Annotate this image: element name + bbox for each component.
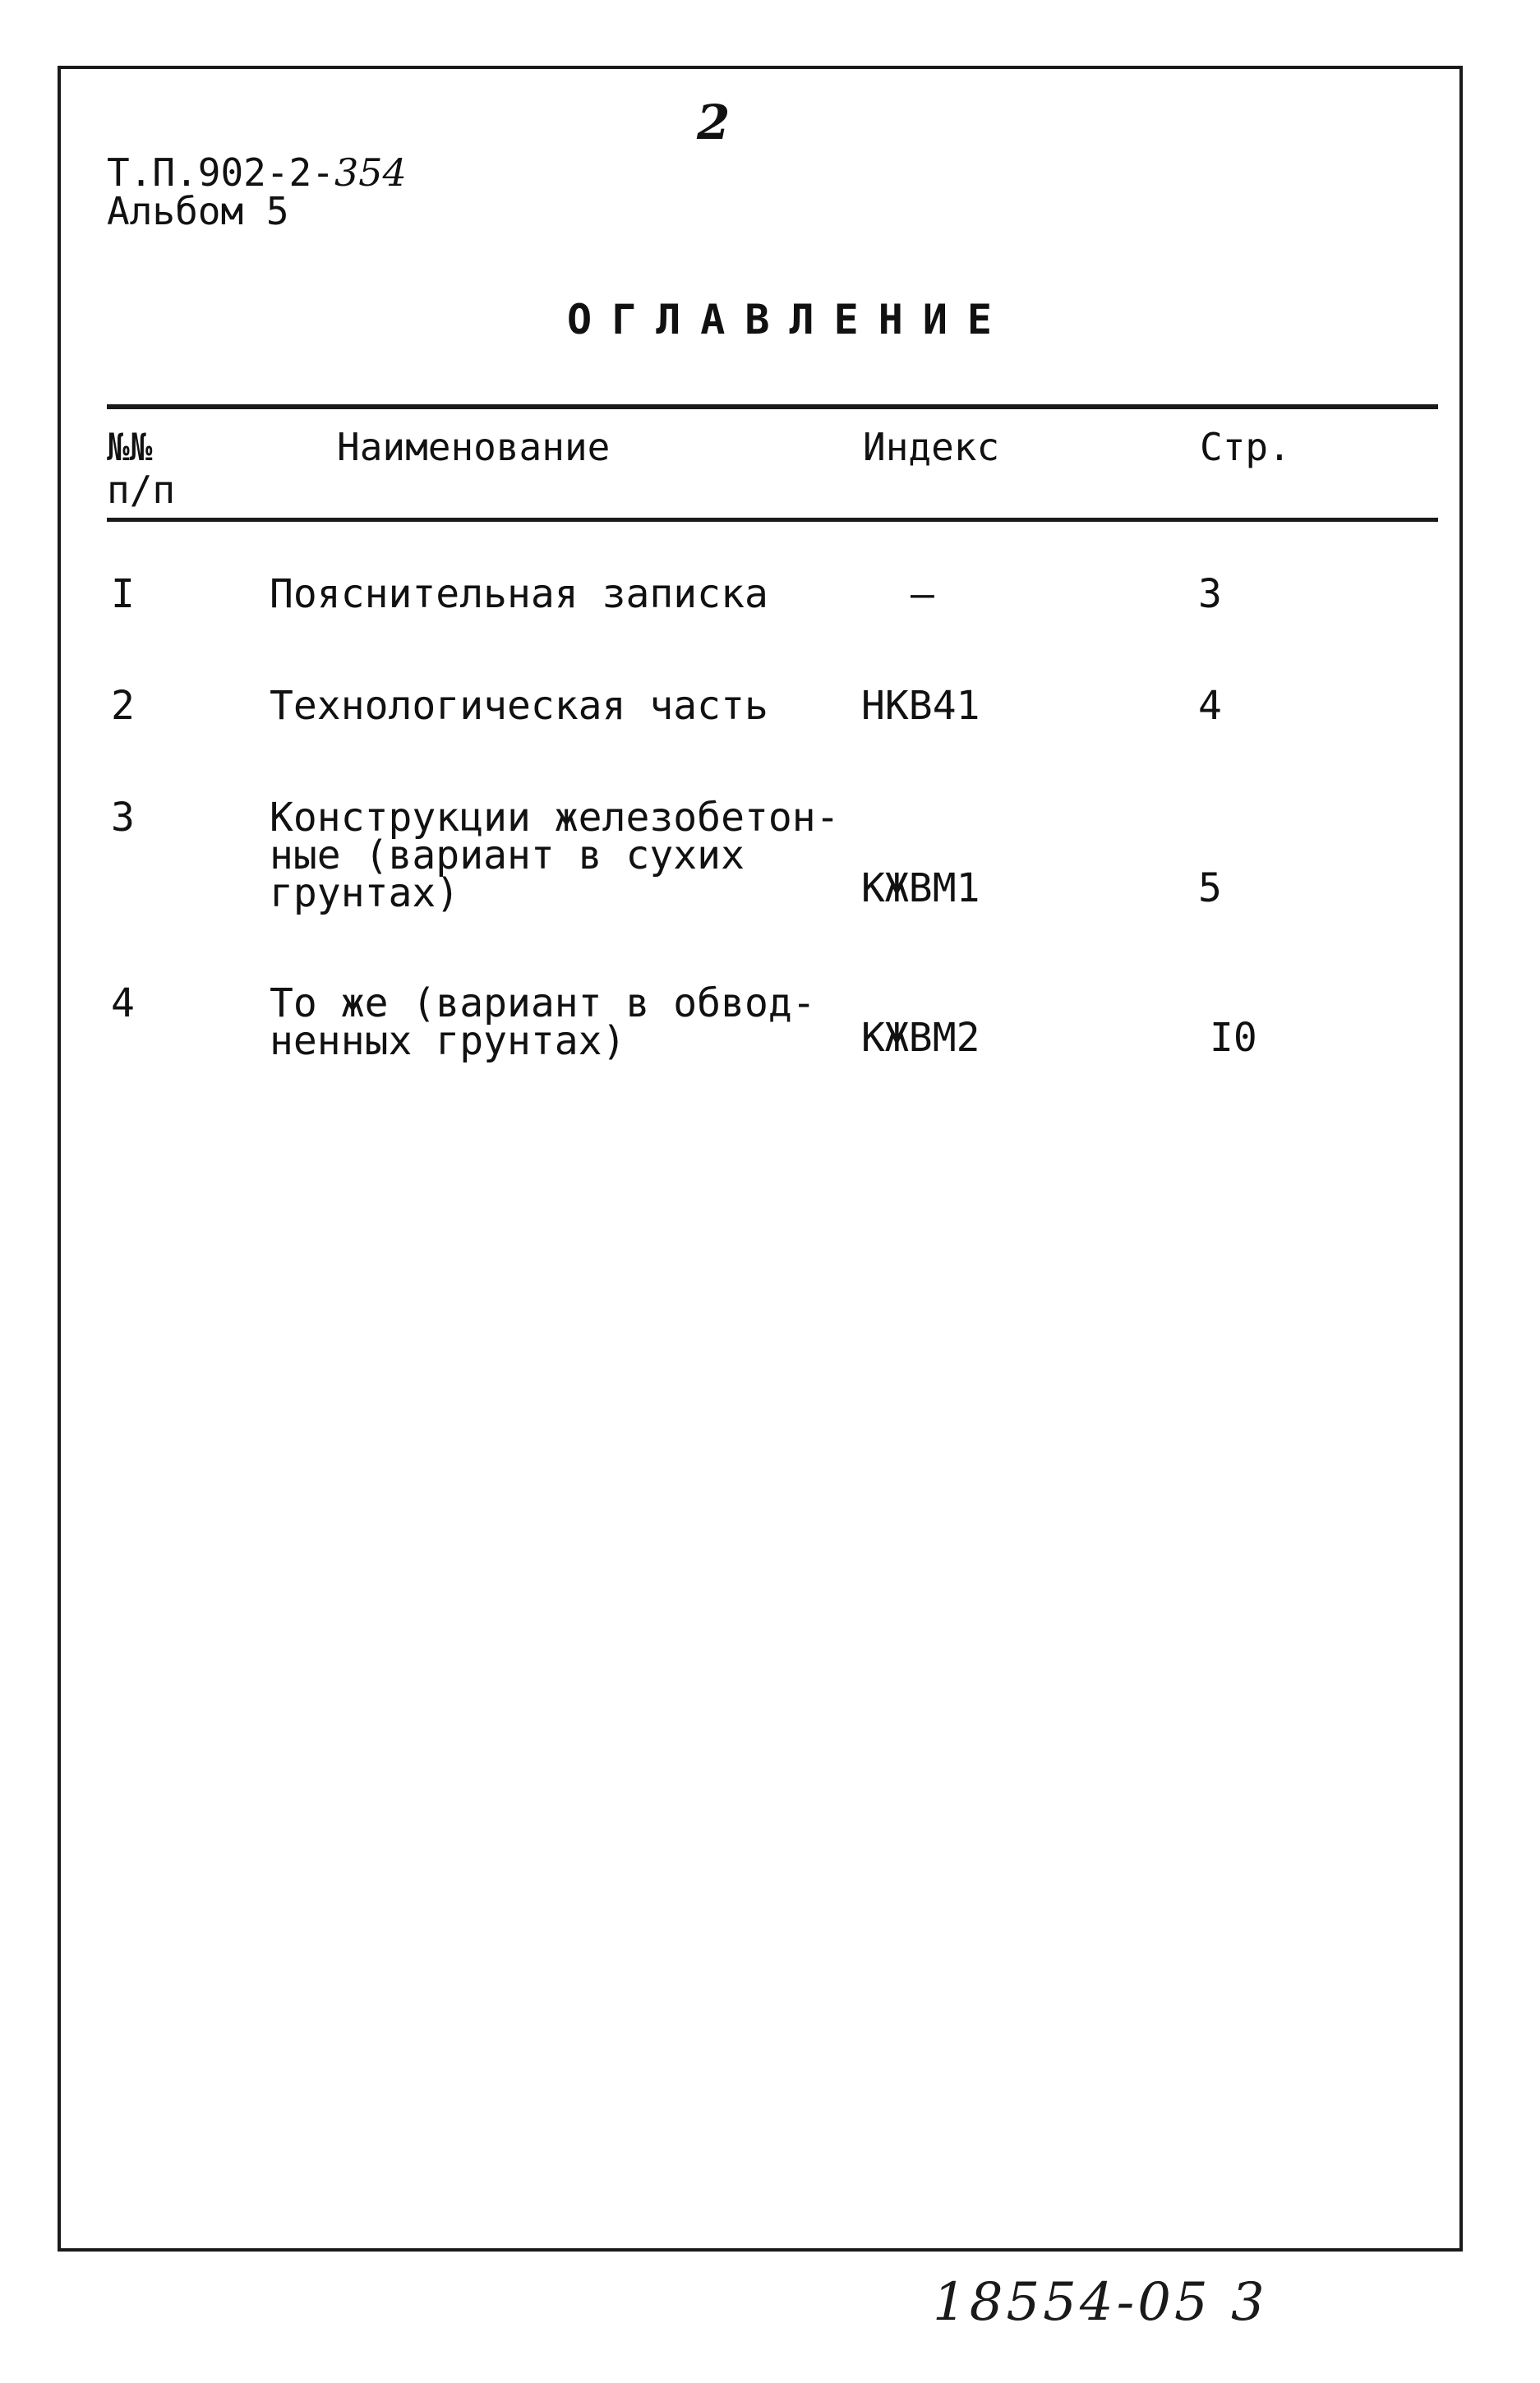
row-3-name: Конструкции железобетон- ные (вариант в сухих грунтах) [270,795,840,916]
row-4-page: I0 [1210,1015,1257,1061]
inventory-stamp: 18554-05 3 [933,2272,1268,2333]
header-index: Индекс [863,425,1000,469]
header-name: Наименование [337,425,611,469]
row-2-page: 4 [1198,683,1222,729]
row-3-index: КЖВМ1 [861,865,980,911]
page-frame [58,66,1463,2252]
table-top-rule [107,404,1438,409]
header-number: №№ п/п [107,425,176,512]
row-4-number: 4 [111,980,135,1026]
document-code [107,152,407,193]
table-header-rule [107,518,1438,522]
row-4-name: То же (вариант в обвод- ненных грунтах) [270,980,816,1064]
document-code-handwritten: 354 [334,150,407,195]
page-title: ОГЛАВЛЕНИЕ [567,296,1012,343]
row-1-index: – [911,571,934,617]
row-1-name: Пояснительная записка [270,571,768,617]
header-page: Стр. [1200,425,1291,469]
row-2-number: 2 [111,683,135,729]
row-4-index: КЖВМ2 [861,1015,980,1061]
row-2-name: Технологическая часть [270,683,768,729]
row-3-number: 3 [111,795,135,841]
row-2-index: НКВ41 [861,683,980,729]
row-1-page: 3 [1198,571,1222,617]
page-number: 2 [697,94,731,150]
document-code-printed: Т.П.902-2- [107,150,334,195]
row-1-number: I [111,571,135,617]
album-label: Альбом 5 [107,189,289,233]
row-3-page: 5 [1198,865,1222,911]
